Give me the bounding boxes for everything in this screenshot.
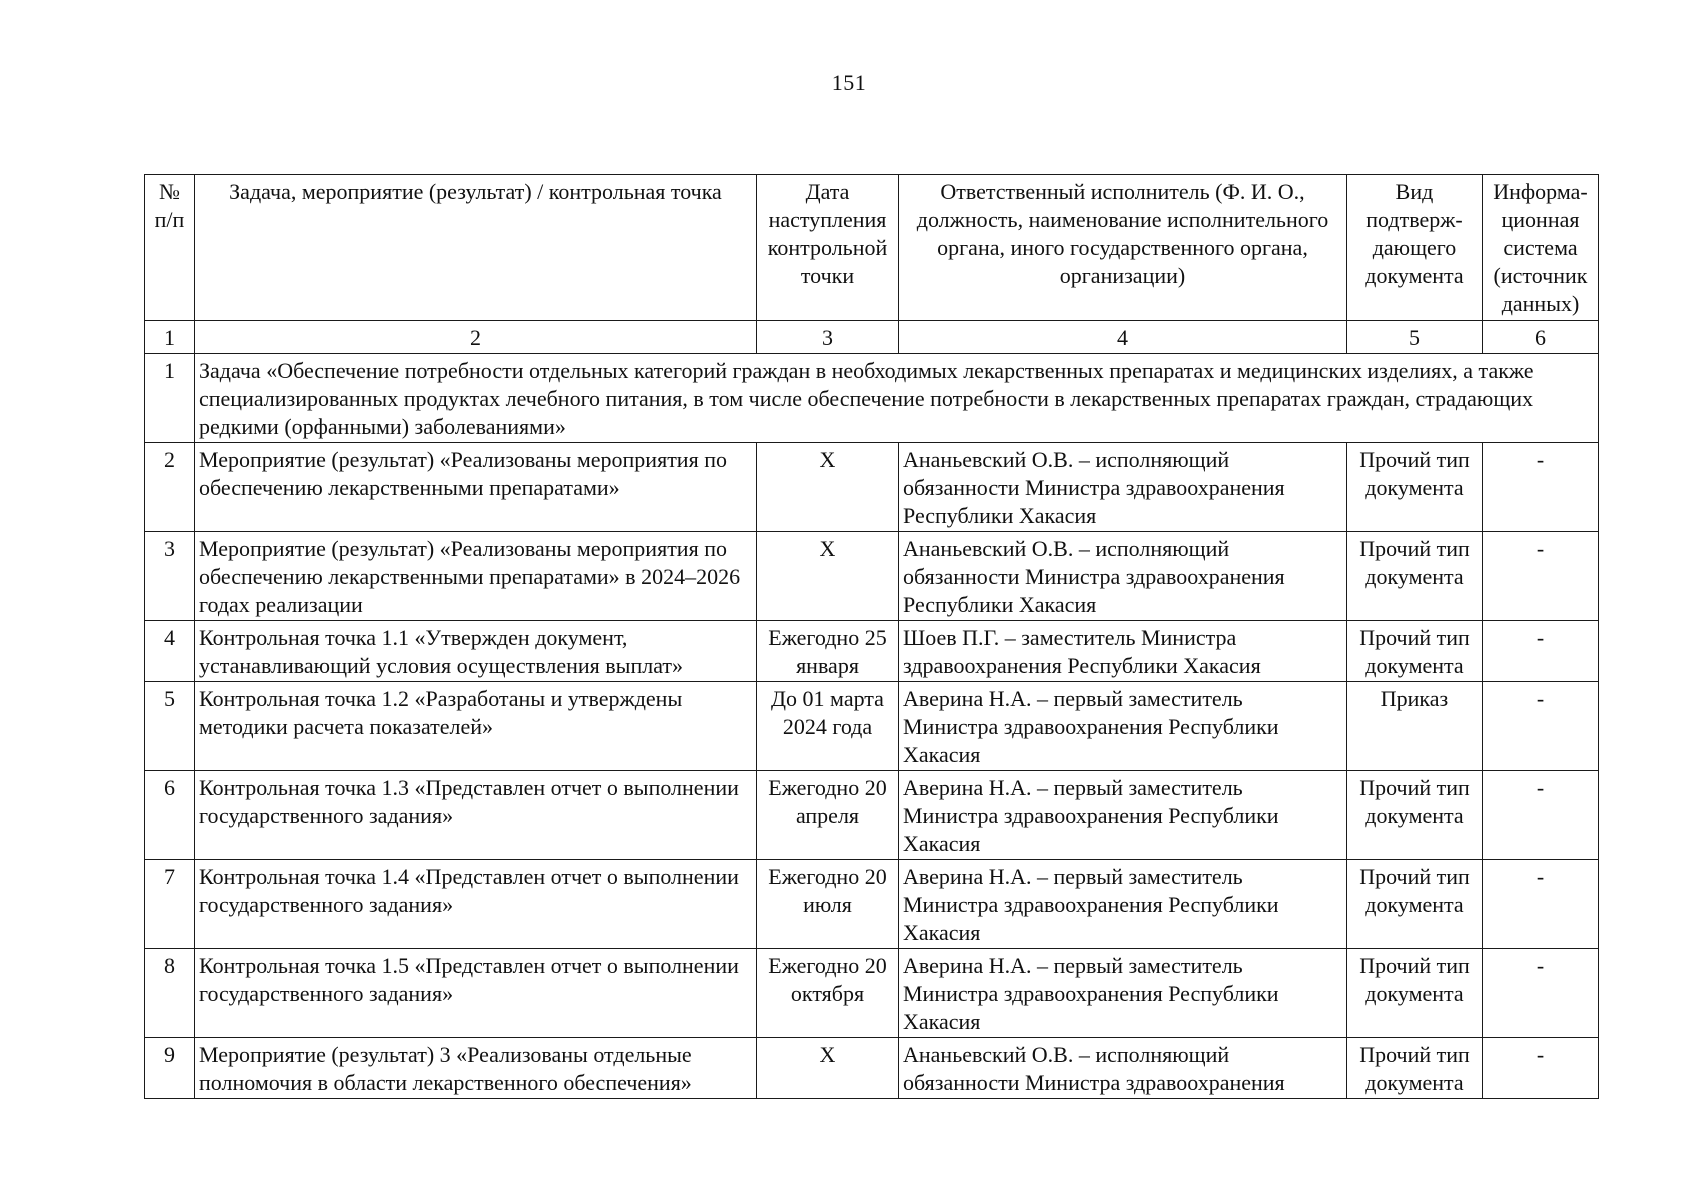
row-doc-type: Прочий тип документа (1347, 443, 1483, 532)
table-row (145, 1038, 1599, 1099)
row-task: Контрольная точка 1.1 «Утвержден документ, устанавливающий условия осуществления выплат» (195, 621, 757, 682)
row-date: Х (757, 532, 899, 621)
row-info-system: - (1483, 443, 1599, 532)
table-row (145, 860, 1599, 949)
row-number: 1 (145, 354, 195, 443)
row-task: Мероприятие (результат) 3 «Реализованы отдельные полномочия в области лекарственного обеспечения» (195, 1038, 757, 1099)
row-task: Мероприятие (результат) «Реализованы мероприятия по обеспечению лекарственными препаратами» (195, 443, 757, 532)
row-info-system: - (1483, 682, 1599, 771)
row-number: 6 (145, 771, 195, 860)
column-number: 6 (1483, 321, 1599, 354)
row-date: Ежегодно 25 января (757, 621, 899, 682)
row-responsible: Шоев П.Г. – заместитель Министра здравоохранения Республики Хакасия (899, 621, 1347, 682)
row-number: 8 (145, 949, 195, 1038)
row-date: Х (757, 443, 899, 532)
header-task: Задача, мероприятие (результат) / контрольная точка (195, 175, 757, 321)
column-number: 3 (757, 321, 899, 354)
row-task: Контрольная точка 1.2 «Разработаны и утверждены методики расчета показателей» (195, 682, 757, 771)
row-number: 2 (145, 443, 195, 532)
row-number: 4 (145, 621, 195, 682)
column-number: 5 (1347, 321, 1483, 354)
row-info-system: - (1483, 860, 1599, 949)
table-row (145, 949, 1599, 1038)
row-date: Ежегодно 20 апреля (757, 771, 899, 860)
row-info-system: - (1483, 621, 1599, 682)
row-task: Контрольная точка 1.3 «Представлен отчет о выполнении государственного задания» (195, 771, 757, 860)
row-responsible: Ананьевский О.В. – исполняющий обязанности Министра здравоохранения Республики Хакасия (899, 532, 1347, 621)
row-info-system: - (1483, 532, 1599, 621)
table-row (145, 532, 1599, 621)
row-doc-type: Прочий тип документа (1347, 771, 1483, 860)
row-info-system: - (1483, 1038, 1599, 1099)
task-row (145, 354, 1599, 443)
page-number: 151 (831, 70, 867, 95)
row-date: До 01 марта 2024 года (757, 682, 899, 771)
row-task: Контрольная точка 1.4 «Представлен отчет о выполнении государственного задания» (195, 860, 757, 949)
row-number: 5 (145, 682, 195, 771)
table-row (145, 682, 1599, 771)
row-number: 7 (145, 860, 195, 949)
row-date: Ежегодно 20 июля (757, 860, 899, 949)
row-doc-type: Прочий тип документа (1347, 860, 1483, 949)
row-doc-type: Прочий тип документа (1347, 621, 1483, 682)
row-doc-type: Прочий тип документа (1347, 532, 1483, 621)
table-row (145, 771, 1599, 860)
row-task: Контрольная точка 1.5 «Представлен отчет о выполнении государственного задания» (195, 949, 757, 1038)
row-responsible: Ананьевский О.В. – исполняющий обязанности Министра здравоохранения Республики Хакасия (899, 443, 1347, 532)
row-info-system: - (1483, 771, 1599, 860)
column-number-row (145, 321, 1599, 354)
row-date: Х (757, 1038, 899, 1099)
table-row (145, 443, 1599, 532)
row-responsible: Аверина Н.А. – первый заместитель Министра здравоохранения Республики Хакасия (899, 949, 1347, 1038)
header-date: Дата наступления контрольной точки (757, 175, 899, 321)
column-number: 1 (145, 321, 195, 354)
table-header-row (145, 175, 1599, 321)
column-number: 4 (899, 321, 1347, 354)
row-number: 3 (145, 532, 195, 621)
task-text: Задача «Обеспечение потребности отдельных категорий граждан в необходимых лекарственных препаратах и медицинских изделиях, а также специализированных продуктах лечебного питания, в том числе обеспечение потребности в лекарственных препаратах граждан, страдающих редкими (орфанными) заболеваниями» (195, 354, 1599, 443)
checkpoint-plan-table (144, 174, 1599, 1099)
row-doc-type: Прочий тип документа (1347, 949, 1483, 1038)
row-responsible: Аверина Н.А. – первый заместитель Министра здравоохранения Республики Хакасия (899, 771, 1347, 860)
column-number: 2 (195, 321, 757, 354)
header-doc-type: Вид подтверж-дающего документа (1347, 175, 1483, 321)
row-number: 9 (145, 1038, 195, 1099)
header-info-system: Информа-ционная система (источник данных) (1483, 175, 1599, 321)
table-row (145, 621, 1599, 682)
row-task: Мероприятие (результат) «Реализованы мероприятия по обеспечению лекарственными препаратами» в 2024–2026 годах реализации (195, 532, 757, 621)
row-responsible: Аверина Н.А. – первый заместитель Министра здравоохранения Республики Хакасия (899, 682, 1347, 771)
row-responsible: Аверина Н.А. – первый заместитель Министра здравоохранения Республики Хакасия (899, 860, 1347, 949)
header-responsible: Ответственный исполнитель (Ф. И. О., должность, наименование исполнительного органа, иного государственного органа, организации) (899, 175, 1347, 321)
row-doc-type: Приказ (1347, 682, 1483, 771)
row-info-system: - (1483, 949, 1599, 1038)
row-responsible: Ананьевский О.В. – исполняющий обязанности Министра здравоохранения (899, 1038, 1347, 1099)
row-date: Ежегодно 20 октября (757, 949, 899, 1038)
header-number: № п/п (145, 175, 195, 321)
row-doc-type: Прочий тип документа (1347, 1038, 1483, 1099)
